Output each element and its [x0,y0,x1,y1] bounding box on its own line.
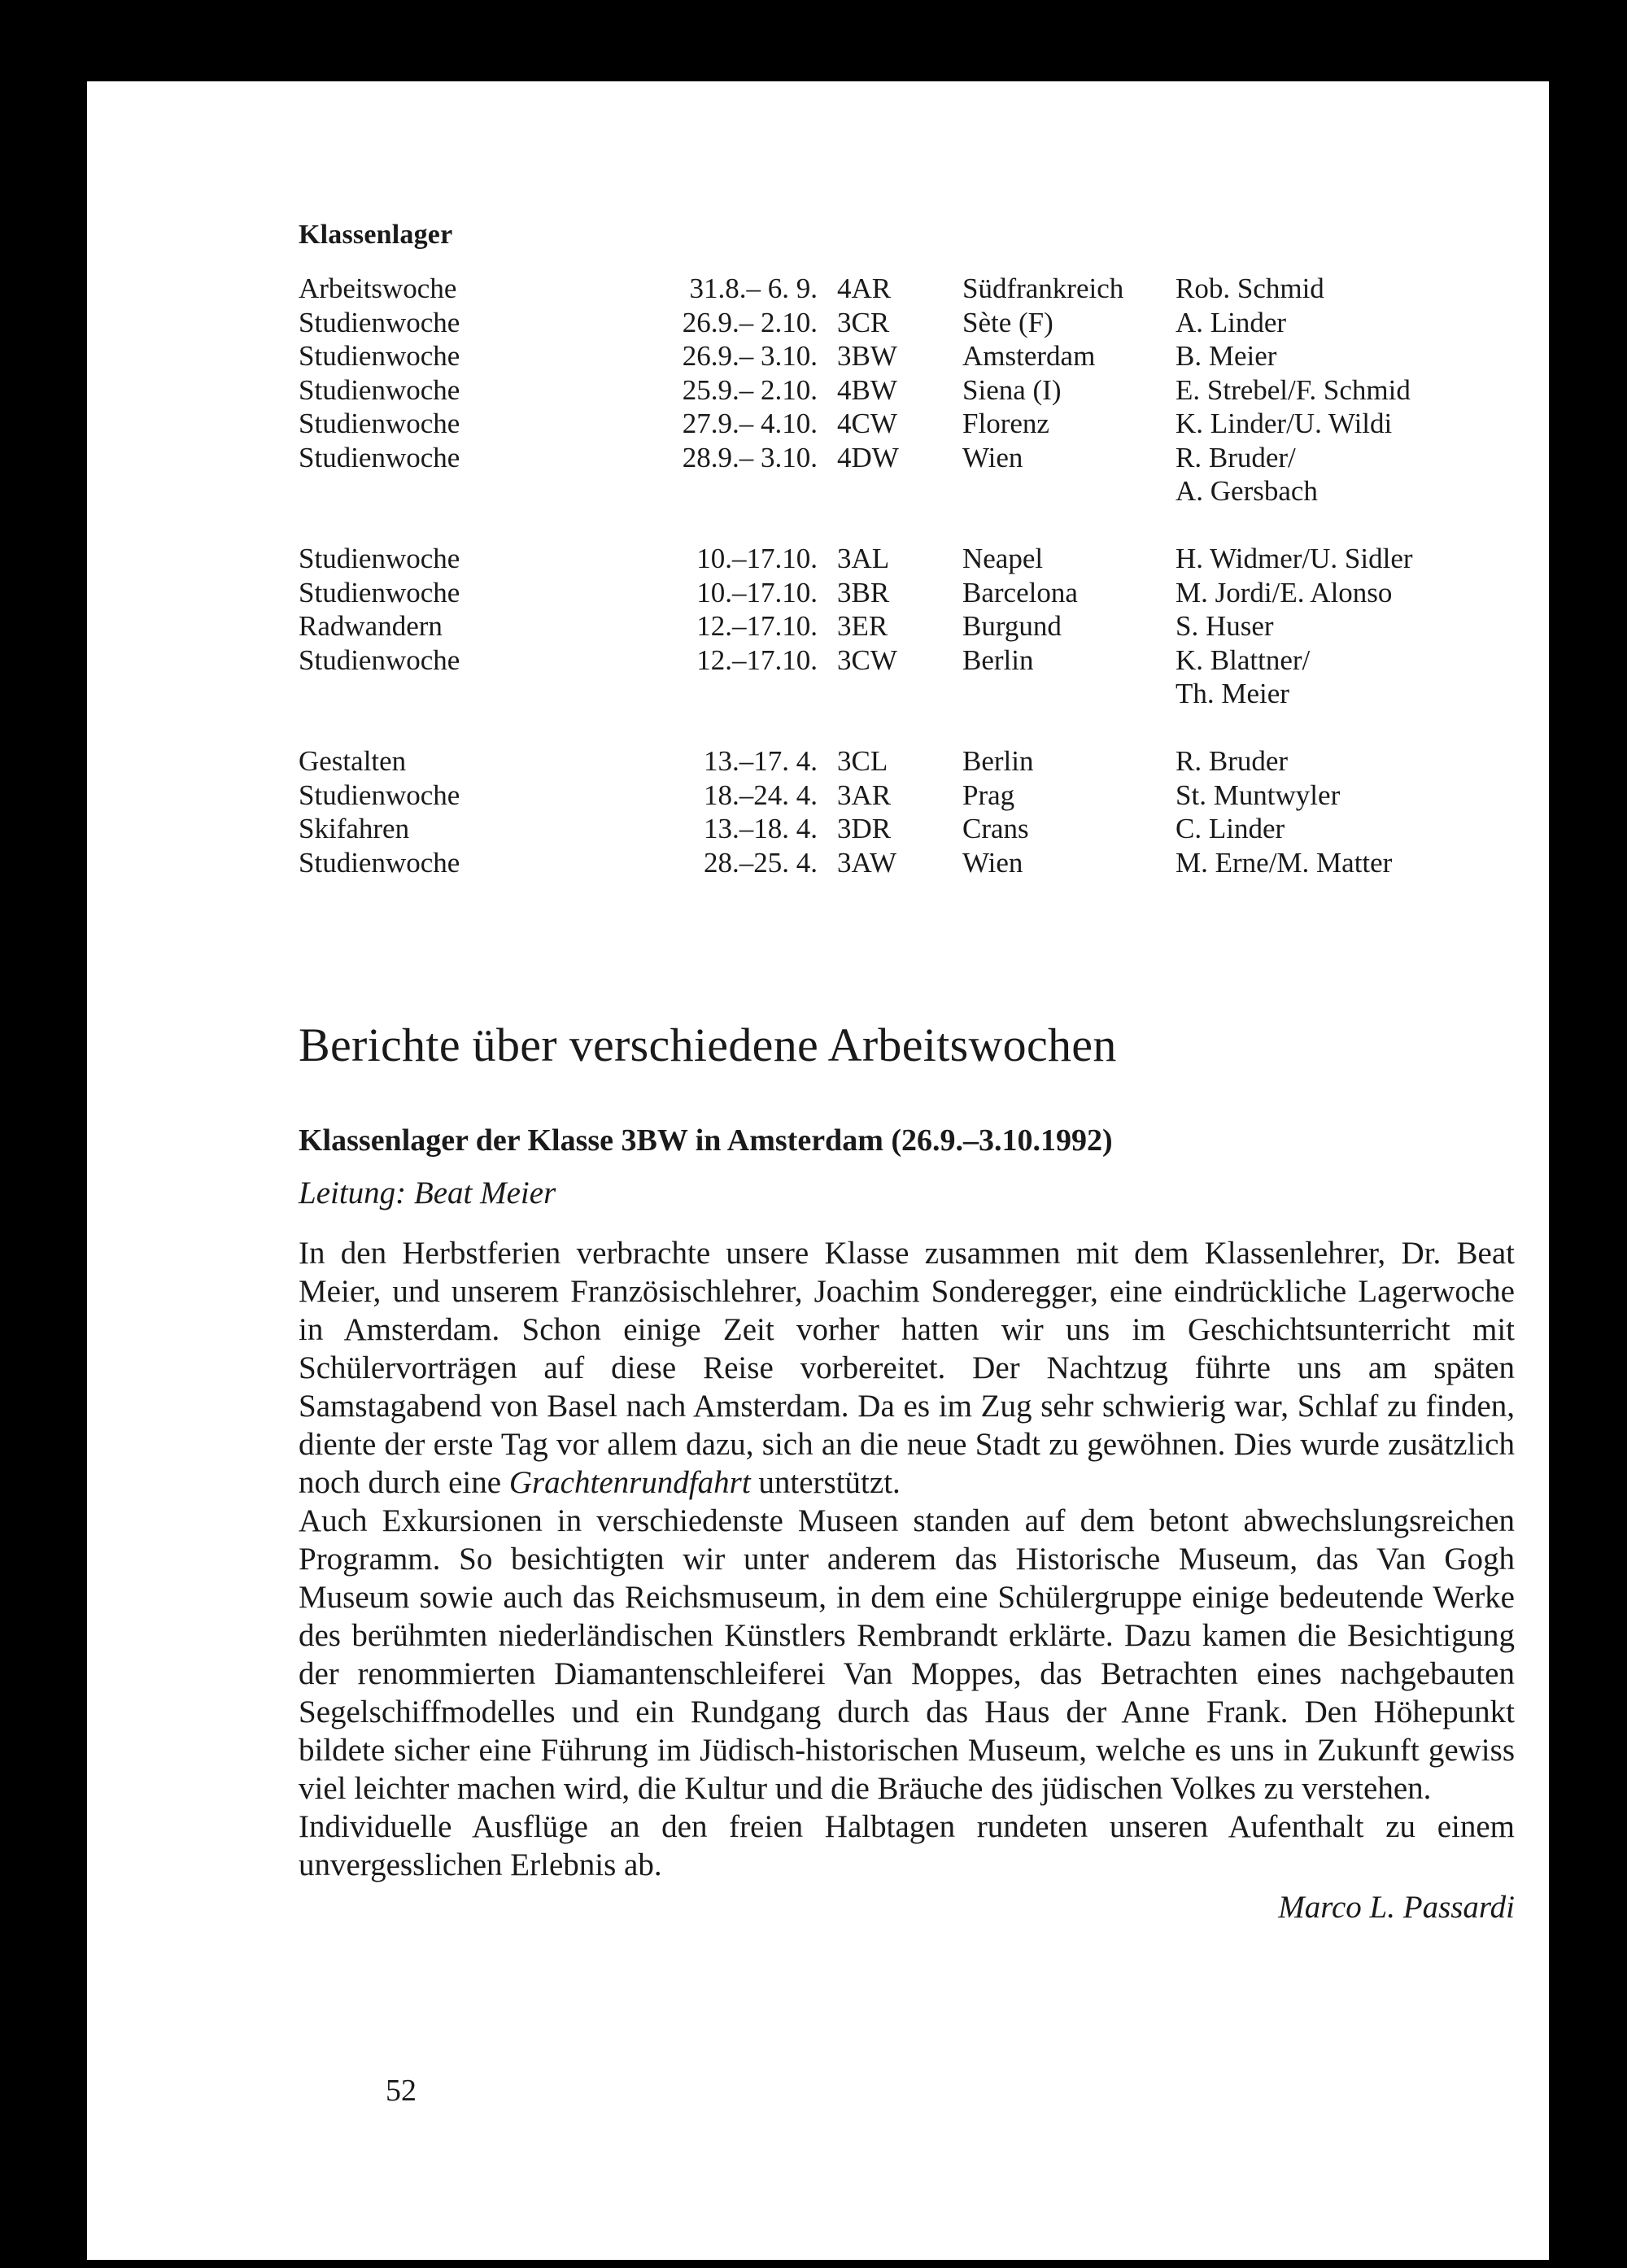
camp-leader-line: H. Widmer/U. Sidler [1176,543,1413,574]
camp-leader-line: A. Gersbach [1176,475,1318,507]
camp-leader-line: B. Meier [1176,340,1277,372]
camp-date: 26.9.– 3.10. [682,340,818,372]
camp-leaders [1176,779,1485,813]
camp-destination: Sète (F) [962,306,1053,338]
camp-class: 3DR [837,813,892,844]
camp-type: Studienwoche [299,846,460,879]
camp-leader-line: C. Linder [1176,813,1285,844]
report-title: Klassenlager der Klasse 3BW in Amsterdam (26.9.–3.10.1992) [299,1123,1113,1158]
camp-destination: Wien [962,441,1023,473]
document-page [87,81,1549,2260]
camp-destination: Crans [962,813,1029,844]
report-paragraph-1-emphasis: Grachtenrundfahrt [508,1465,751,1500]
camp-destination: Berlin [962,745,1034,777]
camp-leaders [1176,373,1485,408]
camp-row [299,609,1485,643]
camp-leader-line: S. Huser [1176,610,1274,642]
camp-row [299,711,1485,779]
report-paragraph-1-start: In den Herbstferien verbrachte unsere Klasse zusammen mit dem Klassenlehrer, Dr. Beat Meier, und unserem Französischlehrer, Joachim Sonderegger, eine eindrückliche Lagerwoche in Amsterdam. Schon einige Zeit vorher hatten wir uns im Geschichtsunterricht mit Schülervorträgen auf diese Reise vorbereitet. Der Nachtzug führte uns am späten Samstagabend von Basel nach Amsterdam. Da es im Zug sehr schwierig war, Schlaf zu finden, diente der erste Tag vor allem dazu, sich an die neue Stadt zu gewöhnen. Dies wurde zusätzlich noch durch eine [299,1236,1515,1500]
camp-class: 3CR [837,306,890,338]
report-paragraph-2: Auch Exkursionen in verschiedenste Museen standen auf dem betont abwechslungsreichen Programm. So besichtigten wir unter anderem das Historische Museum, das Van Gogh Museum sowie auch das Reichsmuseum, in dem eine Schülergruppe einige bedeutende Werke des berühmten niederländischen Künstlers Rembrandt erklärte. Dazu kamen die Besichtigung der renommierten Diamantenschleiferei Van Moppes, das Betrachten eines nachgebauten Segelschiffmodelles und ein Rundgang durch das Haus der Anne Frank. Den Höhepunkt bildete sicher eine Führung im Jüdisch-historischen Museum, welche es uns in Zukunft gewiss viel leichter machen wird, die Kultur und die Bräuche des jüdischen Volkes zu verstehen. [299,1503,1515,1806]
camp-leader-line: R. Bruder/ [1176,441,1296,473]
camp-class: 3AW [837,846,897,879]
camp-destination: Amsterdam [962,340,1096,372]
camp-type: Studienwoche [299,441,460,473]
camp-destination: Prag [962,779,1015,811]
camp-destination: Siena (I) [962,373,1062,406]
camp-row [299,812,1485,846]
camp-leaders [1176,846,1485,880]
camp-leaders [1176,576,1485,610]
camp-destination: Neapel [962,543,1044,574]
camp-date: 31.8.– 6. 9. [689,273,818,304]
page-content [299,220,1515,1926]
camp-class: 4BW [837,373,897,406]
camp-leader-line: Th. Meier [1176,678,1289,709]
camp-type: Arbeitswoche [299,273,457,304]
camp-row [299,508,1485,576]
camp-leader-line: E. Strebel/F. Schmid [1176,373,1411,406]
camp-leaders [1176,407,1485,441]
camp-type: Studienwoche [299,576,460,608]
camp-destination: Berlin [962,643,1034,676]
camp-destination: Wien [962,846,1023,879]
camp-date: 28.9.– 3.10. [682,441,818,473]
camp-row [299,272,1485,306]
camp-type: Studienwoche [299,643,460,676]
camp-date: 12.–17.10. [696,610,818,642]
camp-leader-line: St. Muntwyler [1176,779,1341,811]
camp-date: 13.–17. 4. [704,745,818,777]
camp-leaders [1176,711,1485,779]
camp-leader-line: Rob. Schmid [1176,273,1324,304]
camp-leaders [1176,508,1485,576]
report-body [299,1234,1515,1884]
camp-type: Studienwoche [299,779,460,811]
camp-type: Radwandern [299,610,443,642]
camp-leaders [1176,339,1485,373]
camp-type: Gestalten [299,745,407,777]
camp-destination: Barcelona [962,576,1078,608]
camp-date: 26.9.– 2.10. [682,306,818,338]
camp-leaders [1176,812,1485,846]
camp-destination: Florenz [962,408,1049,439]
camp-class: 3AR [837,779,892,811]
camp-row [299,373,1485,408]
camp-class: 3CL [837,745,888,777]
camp-date: 25.9.– 2.10. [682,373,818,406]
camp-leader-line: K. Linder/U. Wildi [1176,408,1393,439]
camp-leaders [1176,306,1485,340]
main-heading: Berichte über verschiedene Arbeitswochen [299,1018,1117,1071]
camp-class: 3BW [837,340,897,372]
camp-class: 3ER [837,610,888,642]
camp-leaders [1176,643,1485,711]
camp-leader-line: M. Jordi/E. Alonso [1176,576,1393,608]
camp-leader-line: A. Linder [1176,306,1287,338]
camp-row [299,306,1485,340]
camp-class: 3AL [837,543,890,574]
camp-row [299,846,1485,880]
camps-table [299,272,1485,879]
camp-class: 3BR [837,576,890,608]
camp-class: 4DW [837,441,899,473]
camp-type: Studienwoche [299,373,460,406]
camp-leader-line: R. Bruder [1176,745,1289,777]
camp-leader-line: M. Erne/M. Matter [1176,846,1393,879]
camp-date: 10.–17.10. [696,543,818,574]
camp-destination: Burgund [962,610,1062,642]
camp-type: Studienwoche [299,306,460,338]
camp-class: 4AR [837,273,892,304]
camp-date: 27.9.– 4.10. [682,408,818,439]
camp-row [299,441,1485,508]
camp-leaders [1176,441,1485,508]
camp-type: Studienwoche [299,340,460,372]
camp-leaders [1176,272,1485,306]
report-author: Marco L. Passardi [1278,1890,1515,1925]
camp-destination: Südfrankreich [962,273,1124,304]
camp-row [299,339,1485,373]
camp-date: 12.–17.10. [696,643,818,676]
camp-row [299,779,1485,813]
report-paragraph-1-end: unterstützt. [750,1465,901,1500]
camp-row [299,576,1485,610]
report-leitung: Leitung: Beat Meier [299,1175,556,1210]
camp-class: 4CW [837,408,897,439]
report-paragraph-3: Individuelle Ausflüge an den freien Halbtagen rundeten unseren Aufenthalt zu einem unvergesslichen Erlebnis ab. [299,1809,1515,1882]
camp-leader-line: K. Blattner/ [1176,643,1311,676]
camp-date: 28.–25. 4. [704,846,818,879]
camp-class: 3CW [837,643,897,676]
report-paragraph-1 [299,1234,1515,1502]
camp-date: 10.–17.10. [696,576,818,608]
camp-type: Studienwoche [299,543,460,574]
camp-type: Studienwoche [299,408,460,439]
camp-leaders [1176,609,1485,643]
camp-type: Skifahren [299,813,410,844]
camp-row [299,407,1485,441]
page-number: 52 [386,2074,417,2108]
camp-date: 18.–24. 4. [704,779,818,811]
camp-date: 13.–18. 4. [704,813,818,844]
section-label: Klassenlager [299,220,453,250]
camp-row [299,643,1485,711]
